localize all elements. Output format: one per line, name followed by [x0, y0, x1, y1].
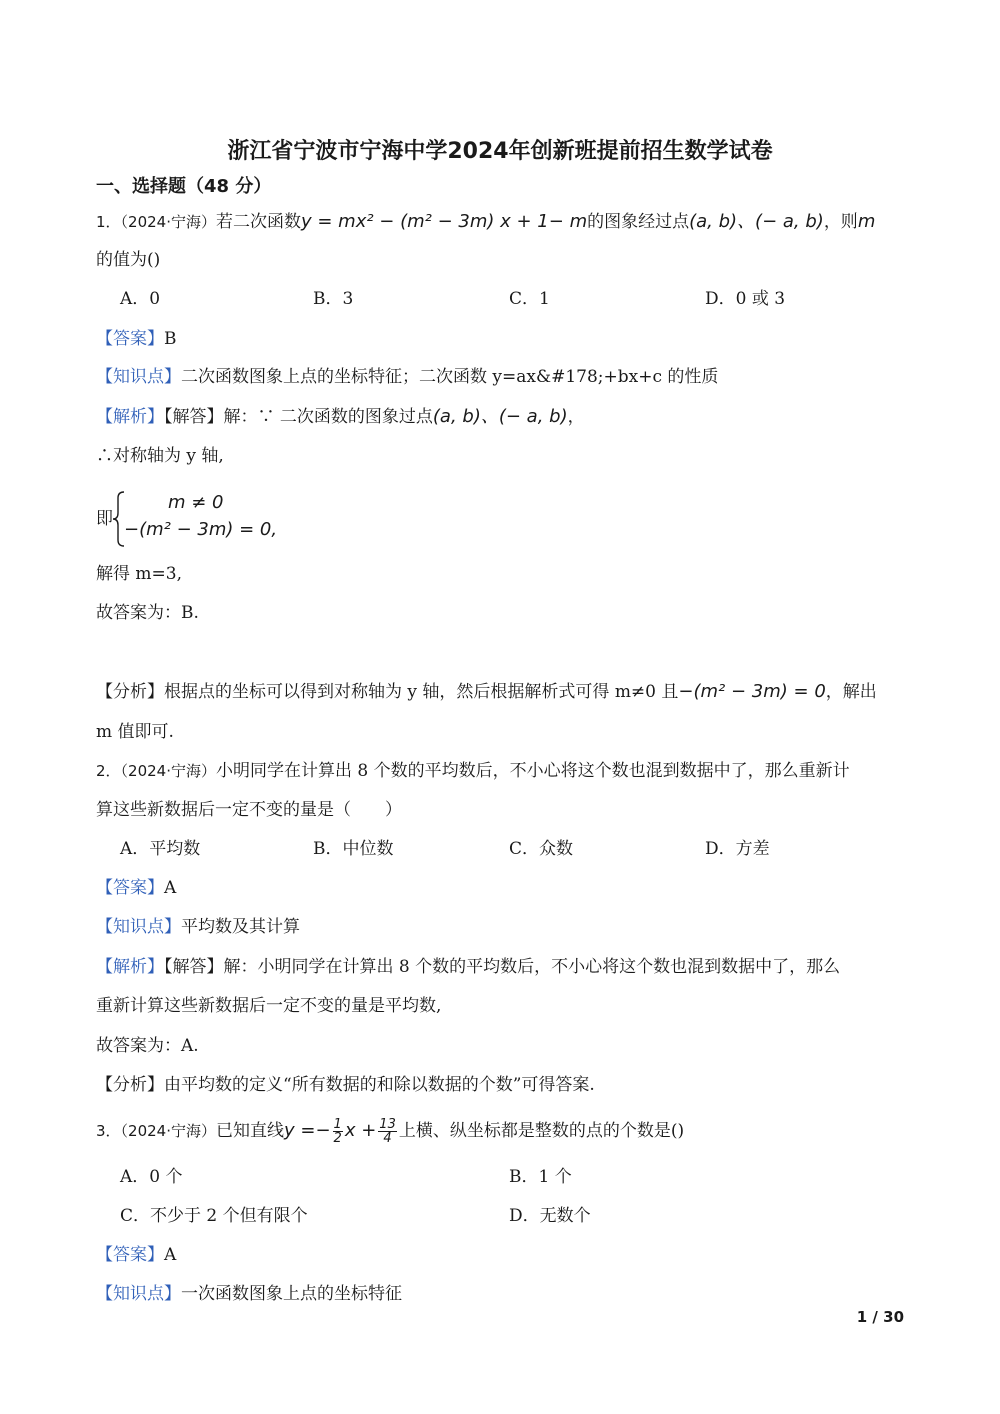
q1-knowledge-text: 二次函数图象上点的坐标特征；二次函数 y=ax&#178;+bx+c 的性质	[181, 367, 719, 387]
q2-knowledge-text: 平均数及其计算	[181, 917, 300, 937]
q3-stem-pre: 已知直线	[216, 1121, 284, 1141]
system-equation-2-text: −(m² − 3m) = 0	[124, 519, 272, 540]
q2-analysis-text: 由平均数的定义“所有数据的和除以数据的个数”可得答案.	[164, 1075, 595, 1095]
q2-solution-line1	[96, 955, 840, 979]
q2-answer-tag: 【答案】	[96, 878, 164, 898]
q1-option-c: C．1	[509, 289, 550, 309]
q3-fraction-2	[378, 1118, 397, 1145]
q3-source: （2024·宁海）	[120, 1122, 216, 1140]
q3-knowledge-text: 一次函数图象上点的坐标特征	[181, 1284, 402, 1304]
q2-stem	[96, 759, 850, 783]
q2-analysis	[96, 1073, 595, 1097]
q1-answer	[96, 327, 177, 351]
q2-option-b: B．中位数	[313, 839, 394, 859]
q3-fraction-1-denominator: 2	[333, 1131, 342, 1146]
q1-answer-tag: 【答案】	[96, 329, 164, 349]
q1-equation: y = mx² − (m² − 3m) x + 1− m	[301, 211, 588, 232]
system-equation-2	[124, 519, 277, 540]
q1-stem-mid: 的图象经过点	[587, 212, 690, 232]
q1-analysis-line2: m 值即可.	[96, 722, 174, 742]
q1-analysis-equation: −(m² − 3m) = 0	[678, 681, 826, 702]
q3-fraction-2-denominator: 4	[383, 1131, 392, 1146]
q1-knowledge-tag: 【知识点】	[96, 367, 181, 387]
q1-number: 1．	[96, 213, 121, 231]
q3-fraction-1-numerator: 1	[333, 1117, 342, 1132]
q3-knowledge-tag: 【知识点】	[96, 1284, 181, 1304]
q1-option-b: B．3	[313, 289, 354, 309]
q3-eq-x: x +	[344, 1120, 377, 1141]
q3-eq-y: y =−	[284, 1120, 331, 1141]
q1-answer-value: B	[164, 329, 177, 349]
system-equation-1: m ≠ 0	[168, 492, 224, 513]
q2-option-a: A．平均数	[120, 839, 201, 859]
document-title: 浙江省宁波市宁海中学2024年创新班提前招生数学试卷	[227, 139, 773, 164]
q1-knowledge	[96, 365, 718, 389]
q1-analysis-tag: 【分析】	[96, 682, 164, 702]
q1-var-m: m	[857, 211, 876, 232]
q2-jiexi-tag: 【解析】	[96, 957, 164, 977]
q3-answer-value: A	[164, 1245, 177, 1265]
q2-number: 2．	[96, 762, 121, 780]
q1-stem-line2: 的值为()	[96, 250, 161, 270]
q1-analysis	[96, 680, 877, 704]
system-comma: ,	[271, 519, 278, 540]
q1-solution-text: 解：∵ 二次函数的图象过点	[223, 407, 433, 427]
q3-option-a: A．0 个	[120, 1167, 183, 1187]
q2-source: （2024·宁海）	[120, 762, 216, 780]
q2-knowledge-tag: 【知识点】	[96, 917, 181, 937]
q1-ji: 即	[96, 509, 113, 529]
q3-knowledge	[96, 1282, 402, 1306]
q2-stem-text: 小明同学在计算出 8 个数的平均数后，不小心将这个数也混到数据中了，那么重新计	[216, 761, 850, 781]
q3-fraction-2-numerator: 13	[379, 1117, 396, 1132]
q1-source: （2024·宁海）	[120, 213, 216, 231]
q2-analysis-tag: 【分析】	[96, 1075, 164, 1095]
q1-solution-line4: 故答案为：B.	[96, 603, 199, 623]
q3-answer-tag: 【答案】	[96, 1245, 164, 1265]
q2-answer-value: A	[164, 878, 177, 898]
q2-answer	[96, 876, 176, 900]
q1-solution-line2: ∴对称轴为 y 轴,	[96, 446, 224, 466]
q1-option-d: D．0 或 3	[705, 289, 786, 309]
q3-option-b: B．1 个	[509, 1167, 572, 1187]
q2-option-d: D．方差	[705, 839, 770, 859]
q3-number: 3．	[96, 1122, 121, 1140]
q3-option-c: C．不少于 2 个但有限个	[120, 1206, 308, 1226]
q3-answer	[96, 1243, 176, 1267]
q2-solution-line2: 重新计算这些新数据后一定不变的量是平均数,	[96, 996, 442, 1016]
q2-solution-line3: 故答案为：A.	[96, 1036, 199, 1056]
q1-stem	[96, 210, 875, 234]
q1-points: (a, b)、(− a, b)	[689, 211, 824, 232]
q3-stem	[96, 1118, 684, 1145]
q1-solution-comma: ，	[567, 407, 585, 427]
q3-stem-post: 上横、纵坐标都是整数的点的个数是()	[398, 1121, 685, 1141]
q2-knowledge	[96, 915, 300, 939]
q1-solution-line3: 解得 m=3,	[96, 564, 182, 584]
q3-option-d: D．无数个	[509, 1206, 591, 1226]
q3-fraction-1	[333, 1118, 343, 1145]
q1-solution-line1	[96, 405, 585, 429]
q1-stem-post: ，则	[823, 212, 858, 232]
q1-analysis-post: ，解出	[825, 682, 877, 702]
q1-jiexi-tag: 【解析】	[96, 407, 164, 427]
q1-solution-points: (a, b)、(− a, b)	[432, 406, 568, 427]
q2-jieda-tag: 【解答】	[164, 957, 224, 977]
q1-option-a: A．0	[120, 289, 161, 309]
page-number: 1 / 30	[856, 1308, 904, 1326]
q1-stem-pre: 若二次函数	[216, 212, 301, 232]
q1-jieda-tag: 【解答】	[164, 407, 224, 427]
q2-stem-line2: 算这些新数据后一定不变的量是（ ）	[96, 800, 402, 820]
q1-analysis-text: 根据点的坐标可以得到对称轴为 y 轴，然后根据解析式可得 m≠0 且	[164, 682, 679, 702]
q2-solution-text: 解：小明同学在计算出 8 个数的平均数后，不小心将这个数也混到数据中了，那么	[223, 957, 841, 977]
section-heading: 一、选择题（48 分）	[96, 176, 272, 197]
q2-option-c: C．众数	[509, 839, 574, 859]
